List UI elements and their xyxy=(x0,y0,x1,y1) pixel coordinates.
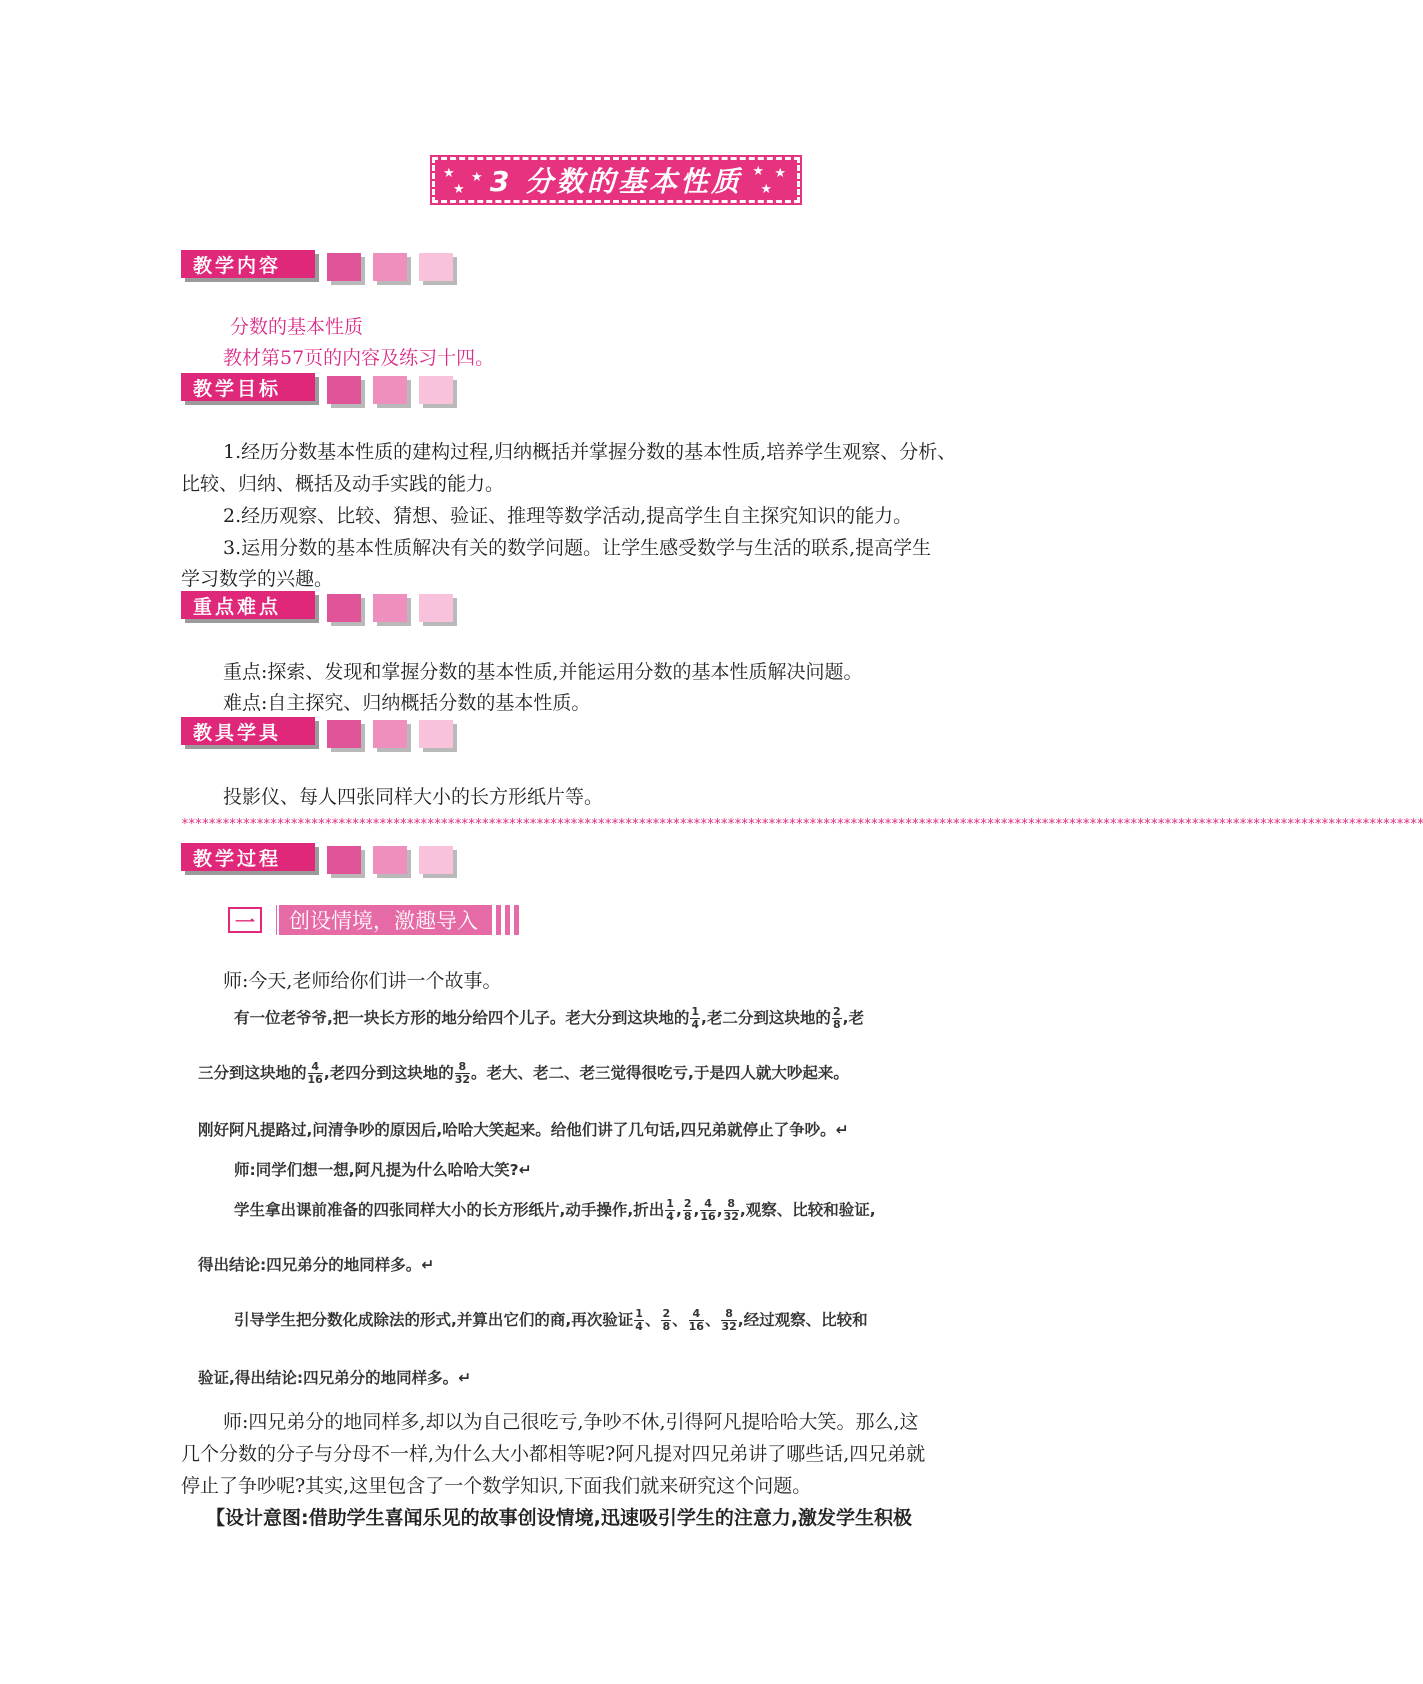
content-line: 分数的基本性质 xyxy=(230,316,364,338)
decor-square xyxy=(419,720,453,748)
star-icon: ★ xyxy=(760,182,775,197)
decor-square xyxy=(327,253,361,281)
decor-square xyxy=(373,376,407,404)
section-label: 教具学具 xyxy=(181,717,315,745)
decor-square xyxy=(327,846,361,874)
fraction: $\frac{8}{32}$ xyxy=(723,1197,739,1223)
story-line: 有一位老爷爷,把一块长方形的地分给四个儿子。老大分到这块地的 $\frac{1}{4}$ ,老二分到这块地的 $\frac{2}{8}$ ,老 xyxy=(234,1005,864,1031)
fraction: $\frac{1}{4}$ xyxy=(666,1197,674,1223)
fraction: $\frac{4}{16}$ xyxy=(688,1307,704,1333)
star-separator: ************************************************************************************************************************************************************************************** xyxy=(181,817,1423,832)
tools-line: 投影仪、每人四张同样大小的长方形纸片等。 xyxy=(223,786,604,808)
page-title-banner xyxy=(432,157,800,203)
fraction: $\frac{2}{8}$ xyxy=(662,1307,671,1333)
decor-square xyxy=(419,253,453,281)
decor-square xyxy=(419,376,453,404)
goal-line: 3.运用分数的基本性质解决有关的数学问题。让学生感受数学与生活的联系,提高学生 xyxy=(223,537,932,559)
section-header-goals xyxy=(181,373,453,405)
section-label: 教学过程 xyxy=(181,843,315,871)
fraction: $\frac{4}{16}$ xyxy=(700,1197,716,1223)
goal-line: 学习数学的兴趣。 xyxy=(181,568,334,590)
star-icon: ★ xyxy=(774,166,789,181)
story-line: 师:今天,老师给你们讲一个故事。 xyxy=(223,970,502,992)
story-line: 几个分数的分子与分母不一样,为什么大小都相等呢?阿凡提对四兄弟讲了哪些话,四兄弟就 xyxy=(181,1443,926,1465)
fraction: $\frac{2}{8}$ xyxy=(832,1005,841,1031)
page-title: 3 分数的基本性质 xyxy=(489,165,743,198)
decor-square xyxy=(327,376,361,404)
section-label: 重点难点 xyxy=(181,591,315,619)
star-icon: ★ xyxy=(471,170,486,185)
decor-square xyxy=(373,253,407,281)
section-header-process xyxy=(181,843,453,875)
step-title: 创设情境，激趣导入 xyxy=(274,905,492,935)
decor-square xyxy=(373,594,407,622)
fraction: $\frac{8}{32}$ xyxy=(721,1307,737,1333)
decor-square xyxy=(419,594,453,622)
section-label: 教学内容 xyxy=(181,250,315,278)
goal-line: 1.经历分数基本性质的建构过程,归纳概括并掌握分数的基本性质,培养学生观察、分析、 xyxy=(223,441,957,463)
decor-square xyxy=(327,594,361,622)
story-line: 刚好阿凡提路过,问清争吵的原因后,哈哈大笑起来。给他们讲了几句话,四兄弟就停止了争吵。↵ xyxy=(198,1121,849,1139)
star-icon: ★ xyxy=(443,166,458,181)
decor-square xyxy=(373,720,407,748)
step-banner xyxy=(228,903,519,937)
decor-square xyxy=(373,846,407,874)
design-intent: 【设计意图:借助学生喜闻乐见的故事创设情境,迅速吸引学生的注意力,激发学生积极 xyxy=(206,1507,913,1529)
story-line: 师:同学们想一想,阿凡提为什么哈哈大笑?↵ xyxy=(234,1161,532,1179)
story-line: 师:四兄弟分的地同样多,却以为自己很吃亏,争吵不休,引得阿凡提哈哈大笑。那么,这 xyxy=(223,1411,919,1433)
fraction: $\frac{2}{8}$ xyxy=(683,1197,692,1223)
goal-line: 比较、归纳、概括及动手实践的能力。 xyxy=(181,473,505,495)
goal-line: 2.经历观察、比较、猜想、验证、推理等数学活动,提高学生自主探究知识的能力。 xyxy=(223,505,913,527)
content-line: 教材第57页的内容及练习十四。 xyxy=(223,347,495,369)
section-header-content xyxy=(181,250,453,282)
story-line: 停止了争吵呢?其实,这里包含了一个数学知识,下面我们就来研究这个问题。 xyxy=(181,1475,812,1497)
story-line: 三分到这块地的 $\frac{4}{16}$ ,老四分到这块地的 $\frac{8}{32}$ 。老大、老二、老三觉得很吃亏,于是四人就大吵起来。 xyxy=(198,1060,849,1086)
story-line: 得出结论:四兄弟分的地同样多。↵ xyxy=(198,1256,435,1274)
decor-bar xyxy=(505,905,510,935)
decor-square xyxy=(419,846,453,874)
decor-bar xyxy=(496,905,501,935)
decor-square xyxy=(327,720,361,748)
section-label: 教学目标 xyxy=(181,373,315,401)
step-number: 一 xyxy=(228,907,262,933)
section-header-key-points xyxy=(181,591,453,623)
star-icon: ★ xyxy=(752,164,767,179)
key-point-line: 重点:探索、发现和掌握分数的基本性质,并能运用分数的基本性质解决问题。 xyxy=(223,661,863,683)
story-line: 引导学生把分数化成除法的形式,并算出它们的商,再次验证 $\frac{1}{4}$ 、 $\frac{2}{8}$ 、 $\frac{4}{16}$ 、 $\frac{8}{32}$ ,经过观察、比较和 xyxy=(234,1307,868,1333)
story-line: 验证,得出结论:四兄弟分的地同样多。↵ xyxy=(198,1369,472,1387)
story-line: 学生拿出课前准备的四张同样大小的长方形纸片,动手操作,折出 $\frac{1}{4}$ , $\frac{2}{8}$ , $\frac{4}{16}$ , $\frac{8}{32}$ ,观察、比较和验证, xyxy=(234,1197,876,1223)
fraction: $\frac{8}{32}$ xyxy=(454,1060,471,1086)
fraction: $\frac{1}{4}$ xyxy=(635,1307,643,1333)
fraction: $\frac{4}{16}$ xyxy=(307,1060,323,1086)
star-icon: ★ xyxy=(453,182,468,197)
fraction: $\frac{1}{4}$ xyxy=(691,1005,700,1031)
section-header-tools xyxy=(181,717,453,749)
difficult-point-line: 难点:自主探究、归纳概括分数的基本性质。 xyxy=(223,692,591,714)
decor-bar xyxy=(514,905,519,935)
